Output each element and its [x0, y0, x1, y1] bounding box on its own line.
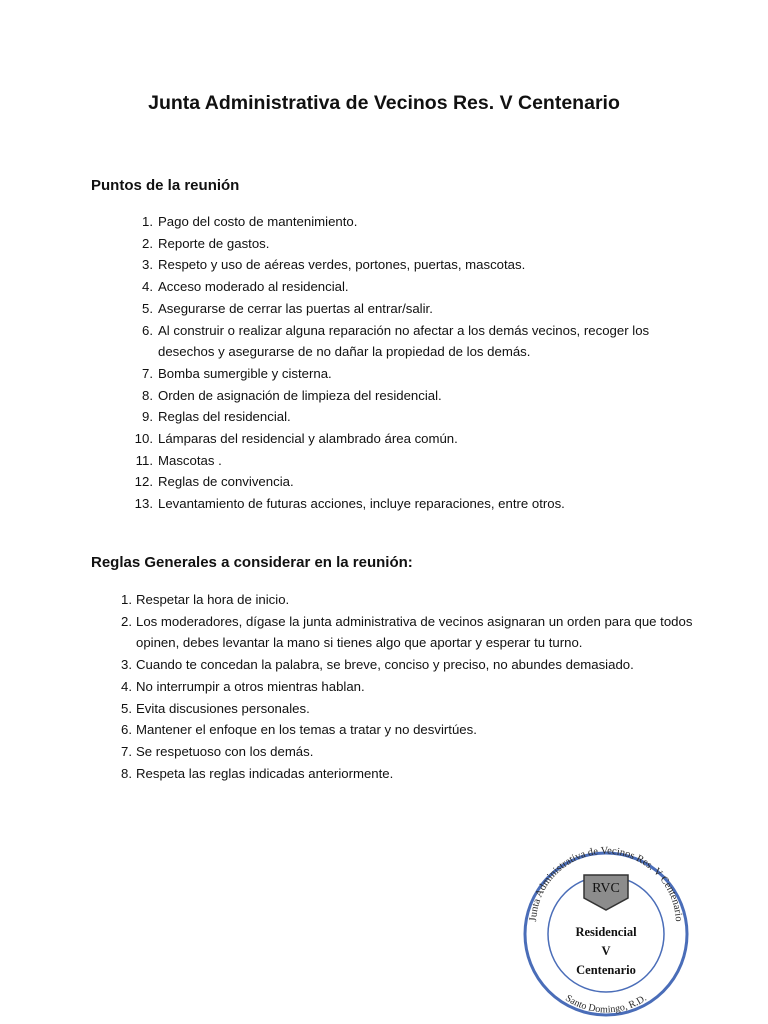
list-item	[142, 385, 688, 407]
item-number: 1.	[142, 214, 153, 229]
list-item	[142, 276, 688, 298]
item-number: 11.	[135, 452, 153, 468]
item-number: 7.	[121, 743, 132, 759]
list-item	[121, 611, 696, 654]
list-item	[134, 428, 688, 450]
list-item	[142, 320, 688, 363]
item-number: 4.	[121, 678, 132, 694]
item-number: 12.	[134, 474, 153, 490]
item-number: 8.	[142, 387, 153, 403]
seal-location-text: Santo Domingo, R.D.	[563, 992, 649, 1016]
seal-shield-text: RVC	[592, 881, 620, 896]
document-title: Junta Administrativa de Vecinos Res. V Centenario	[148, 92, 620, 114]
list-item	[121, 763, 696, 785]
item-number: 13.	[134, 496, 153, 512]
item-number: 3.	[121, 657, 132, 673]
item-text: Pago del costo de mantenimiento.	[158, 214, 358, 229]
list-item	[142, 233, 688, 255]
item-number: 2.	[121, 613, 132, 629]
list-item	[134, 471, 688, 493]
item-number: 7.	[142, 365, 153, 381]
item-number: 5.	[142, 300, 153, 316]
item-text: Mascotas .	[158, 452, 222, 468]
item-text: Lámparas del residencial y alambrado área común.	[158, 431, 458, 447]
item-text: No interrumpir a otros mientras hablan.	[136, 678, 365, 694]
item-number: 5.	[121, 700, 132, 716]
list-item	[121, 719, 696, 741]
meeting-points-heading: Puntos de la reunión	[91, 177, 240, 194]
list-item	[134, 493, 688, 515]
list-item	[142, 254, 688, 276]
list-item	[121, 741, 696, 763]
list-item	[121, 654, 696, 676]
list-item	[142, 211, 688, 233]
item-text: Evita discusiones personales.	[136, 700, 310, 716]
item-number: 9.	[142, 409, 153, 425]
list-item	[142, 363, 688, 385]
item-number: 4.	[142, 279, 153, 295]
seal-line-2: V	[601, 944, 611, 958]
general-rules-list	[121, 589, 696, 784]
item-number: 6.	[142, 322, 153, 338]
item-number: 1.	[121, 592, 132, 607]
item-text: Respeto y uso de aéreas verdes, portones, puertas, mascotas.	[158, 257, 526, 273]
list-item	[142, 298, 688, 320]
item-number: 10.	[134, 431, 153, 447]
item-text: Reglas del residencial.	[158, 409, 291, 425]
item-number: 3.	[142, 257, 153, 273]
item-text: Mantener el enfoque en los temas a tratar y no desvirtúes.	[136, 722, 477, 738]
item-text: Asegurarse de cerrar las puertas al entrar/salir.	[158, 300, 433, 316]
seal-line-1: Residencial	[575, 925, 637, 939]
item-text: Bomba sumergible y cisterna.	[158, 365, 332, 381]
item-number: 8.	[121, 765, 132, 781]
item-text: Acceso moderado al residencial.	[158, 279, 349, 295]
item-number: 2.	[142, 235, 153, 251]
seal-line-3: Centenario	[576, 963, 636, 977]
seal-ring-text: Junta Administrativa de Vecinos Res. V Centenario	[528, 845, 685, 922]
item-text: Reporte de gastos.	[158, 235, 270, 251]
list-item	[135, 450, 688, 472]
item-text: Levantamiento de futuras acciones, incluye reparaciones, entre otros.	[158, 496, 565, 512]
item-text: Cuando te concedan la palabra, se breve, conciso y preciso, no abundes demasiado.	[136, 657, 634, 673]
item-text: Orden de asignación de limpieza del residencial.	[158, 387, 442, 403]
item-text: Al construir o realizar alguna reparación no afectar a los demás vecinos, recoger los desechos y asegurarse de no dañar la propiedad de los demás.	[158, 322, 650, 360]
residential-seal	[522, 838, 690, 1024]
item-text: Los moderadores, dígase la junta administrativa de vecinos asignaran un orden para que todos opinen, debes levantar la mano si tienes algo que aportar y esperar tu turno.	[136, 613, 693, 651]
item-number: 6.	[121, 722, 132, 738]
meeting-points-list	[134, 211, 688, 515]
list-item	[121, 589, 696, 611]
item-text: Respeta las reglas indicadas anteriormente.	[136, 765, 394, 781]
general-rules-heading: Reglas Generales a considerar en la reunión:	[91, 554, 413, 571]
item-text: Se respetuoso con los demás.	[136, 743, 314, 759]
list-item	[121, 698, 696, 720]
list-item	[142, 406, 688, 428]
item-text: Reglas de convivencia.	[158, 474, 294, 490]
item-text: Respetar la hora de inicio.	[136, 592, 290, 607]
list-item	[121, 676, 696, 698]
